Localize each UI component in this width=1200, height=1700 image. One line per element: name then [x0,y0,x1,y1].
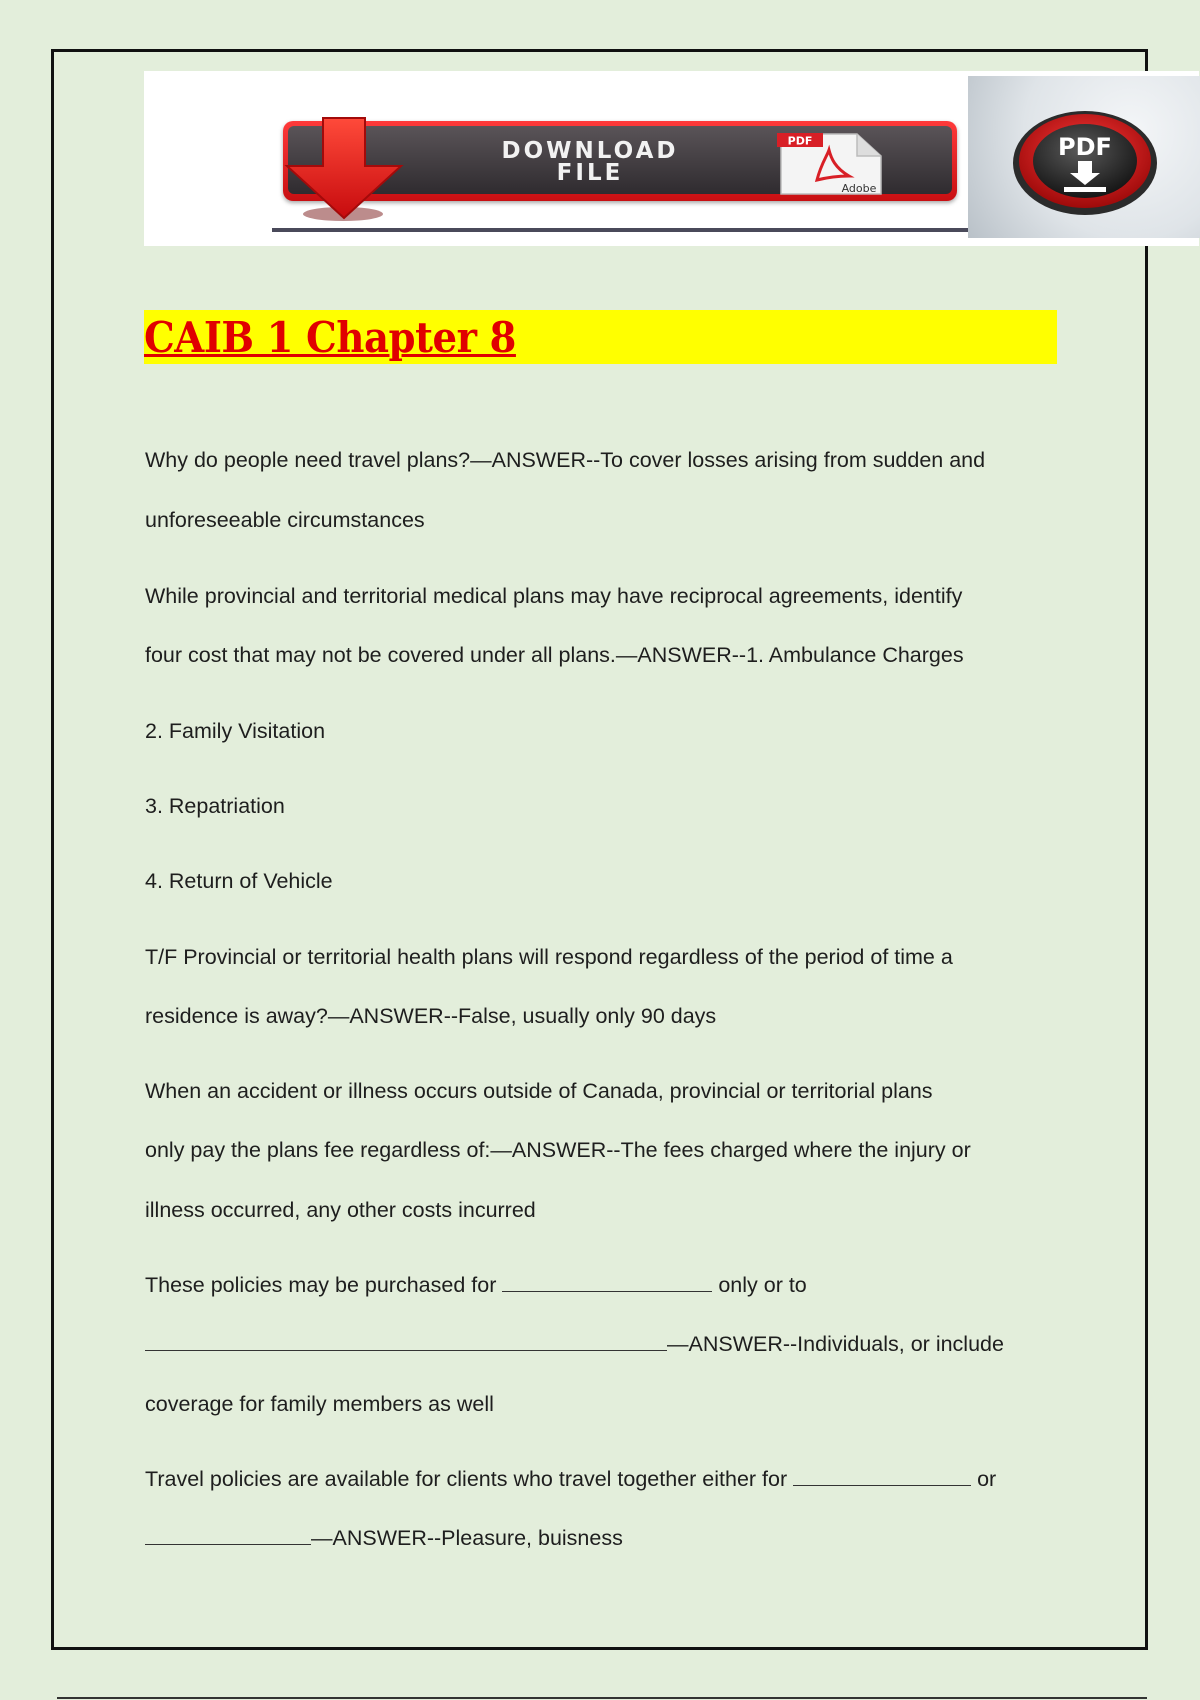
q6-line1 [145,1467,996,1492]
list-item-4: 4. Return of Vehicle [145,869,333,893]
q1-line1: Why do people need travel plans?—ANSWER--To cover losses arising from sudden and [145,448,986,472]
fill-blank [502,1273,712,1292]
q2-line2: four cost that may not be covered under all plans.—ANSWER--1. Ambulance Charges [145,643,964,667]
q3-line2: residence is away?—ANSWER--False, usually only 90 days [145,1004,717,1028]
q5-text-a: These policies may be purchased for [145,1273,497,1297]
pdf-doc-label: PDF [787,134,813,148]
fill-blank [145,1332,667,1351]
pdf-document-icon [777,130,885,196]
adobe-label: Adobe [841,182,877,195]
banner-underline [272,228,970,232]
q5-line3: coverage for family members as well [145,1392,494,1416]
q4-line3: illness occurred, any other costs incurred [145,1198,536,1222]
download-label-line1: DOWNLOAD [501,138,679,164]
q5-text-c: —ANSWER--Individuals, or include [667,1332,1004,1356]
q5-line1 [145,1273,807,1298]
fill-blank [793,1467,971,1486]
fill-blank [145,1526,311,1545]
pdf-download-badge-icon[interactable] [1008,105,1162,217]
q1-line2: unforeseeable circumstances [145,508,425,532]
download-button-label [440,140,740,184]
q5-line2 [145,1332,1004,1357]
q2-line1: While provincial and territorial medical plans may have reciprocal agreements, identify [145,584,963,608]
list-item-2: 2. Family Visitation [145,719,326,743]
document-title: CAIB 1 Chapter 8 [144,313,516,362]
q6-text-c: —ANSWER--Pleasure, buisness [311,1526,623,1550]
q4-line2: only pay the plans fee regardless of:—ANSWER--The fees charged where the injury or [145,1138,971,1162]
download-label-line2: FILE [556,160,624,186]
pdf-badge-label: PDF [1058,133,1112,161]
down-arrow-icon [283,116,405,222]
q6-text-a: Travel policies are available for clients who travel together either for [145,1467,788,1491]
list-item-3: 3. Repatriation [145,794,285,818]
q3-line1: T/F Provincial or territorial health plans will respond regardless of the period of time a [145,945,953,969]
q5-text-b: only or to [718,1273,807,1297]
q6-line2 [145,1526,623,1551]
q4-line1: When an accident or illness occurs outside of Canada, provincial or territorial plans [145,1079,933,1103]
q6-text-b: or [977,1467,997,1491]
bottom-rule [57,1697,1147,1699]
